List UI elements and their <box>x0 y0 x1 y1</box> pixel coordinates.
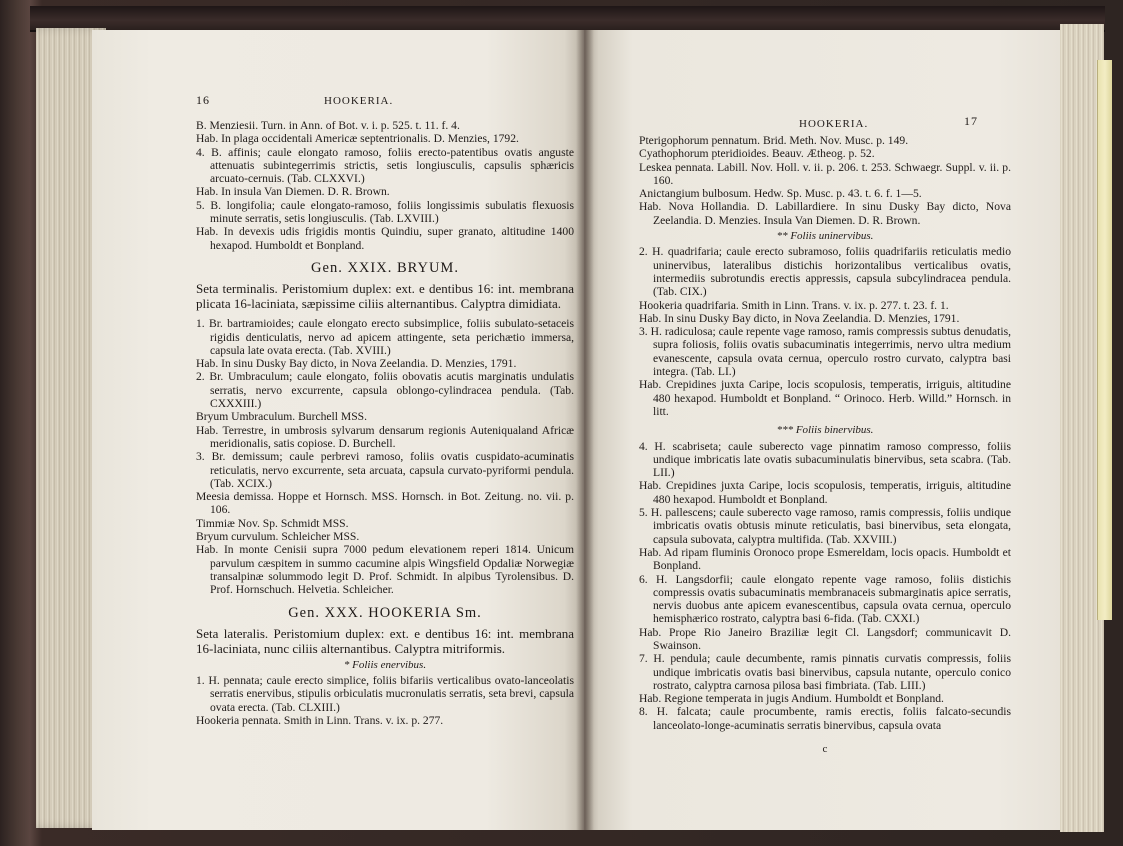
entry: 1. H. pennata; caule erecto simplice, foliis bifariis verticalibus ovato-lanceolatis serratis enervibus, stipulis orbiculatis mucronulatis serratis, seta brevi, capsula ovata erecta. (Tab. CLXIII.) <box>196 674 574 714</box>
habitat: Hab. In sinu Dusky Bay dicto, in Nova Zeelandia. D. Menzies, 1791. <box>639 311 960 325</box>
synonym: Timmiæ Nov. Sp. Schmidt MSS. <box>196 516 349 530</box>
genus-character: Seta lateralis. Peristomium duplex: ext. e dentibus 16: int. membrana 16-laciniata, nunc ciliis alternantibus. Calyptra mitriformis. <box>196 625 574 656</box>
section-heading: * Foliis enervibus. <box>343 658 427 671</box>
synonym: Leskea pennata. Labill. Nov. Holl. v. ii. p. 206. t. 253. Schwaegr. Suppl. v. ii. p. 160. <box>639 160 1011 187</box>
synonym: Bryum Umbraculum. Burchell MSS. <box>196 410 367 424</box>
genus-heading: Gen. XXX. HOOKERIA Sm. <box>288 604 482 621</box>
entry: 2. H. quadrifaria; caule erecto subramoso, foliis quadrifariis reticulatis medio uninervibus, lateralibus distichis horizontalibus verticalibus ovatis, intermediis subrotundis erectis appressis, capsula subcylindracea pendula. (Tab. CIX.) <box>639 245 1011 299</box>
page-number: 16 <box>196 93 210 107</box>
entry: 6. H. Langsdorfii; caule elongato repente vage ramoso, foliis distichis compressis ovatis subacuminatis membranaceis submarginatis apice serratis, nervis duobus ante apicem evanescentibus, capsula ovata cernua, operculo hemisphærico rostrato, calyptra basi 6-fida. (Tab. CXXI.) <box>639 572 1011 626</box>
entry: 5. H. pallescens; caule suberecto vage ramoso, ramis compressis, foliis undique imbricatis ovatis obtusis minute reticulatis, basi binervibus, seta elongata, capsula subovata, calyptra multifida. (Tab. XXVIII.) <box>639 506 1011 546</box>
entry: 3. Br. demissum; caule perbrevi ramoso, foliis ovatis cuspidato-acuminatis reticulatis, nervo excurrente, seta arcuata, capsula curvato-pyriformi pendula. (Tab. XCIX.) <box>196 450 574 490</box>
habitat: Hab. Regione temperata in jugis Andium. Humboldt et Bonpland. <box>639 692 944 706</box>
entry: 8. H. falcata; caule procumbente, ramis erectis, foliis falcato-secundis lanceolato-longe-acuminatis serratis binervibus, capsula ovata <box>639 705 1011 732</box>
right-page <box>584 30 1068 830</box>
habitat: Hab. In monte Cenisii supra 7000 pedum elevationem reperi 1814. Unicum parvulum cæspitem in summo cacumine alpis Wingsfield Opdaliæ Norwegiæ transalpinæ solummodo legit D. Prof. Schmidt. In alpibus Tyrolensibus. D. Prof. Hornschuch. Helvetia. Schleicher. <box>196 543 574 597</box>
synonym: Anictangium bulbosum. Hedw. Sp. Musc. p. 43. t. 6. f. 1—5. <box>639 187 922 201</box>
synonym: Cyathophorum pteridioides. Beauv. Ætheog. p. 52. <box>639 147 875 161</box>
left-page <box>92 30 584 830</box>
habitat: Hab. In sinu Dusky Bay dicto, in Nova Zeelandia. D. Menzies, 1791. <box>196 357 517 371</box>
synonym: Pterigophorum pennatum. Brid. Meth. Nov. Musc. p. 149. <box>639 134 909 147</box>
entry: 4. B. affinis; caule elongato ramoso, foliis erecto-patentibus ovatis anguste attenuatis subintegerrimis strictis, setis longiusculis, capsulis sphæricis arcuato-cernuis. (Tab. CLXXVI.) <box>196 145 574 186</box>
synonym: Meesia demissa. Hoppe et Hornsch. MSS. Hornsch. in Bot. Zeitung. no. vii. p. 106. <box>196 490 574 517</box>
section-heading: *** Foliis binervibus. <box>776 424 874 437</box>
entry: 1. Br. bartramioides; caule elongato erecto subsimplice, foliis subulato-setaceis rigidis denticulatis, nervo ad apicem attingente, seta perichætio immersa, capsula late ovata erecta. (Tab. XVIII.) <box>196 317 574 357</box>
entry: B. Menziesii. Turn. in Ann. of Bot. v. i. p. 525. t. 11. f. 4. <box>196 119 460 132</box>
left-text-block <box>196 119 574 727</box>
habitat: Hab. Prope Rio Janeiro Braziliæ legit Cl. Langsdorf; communicavit D. Swainson. <box>639 625 1011 652</box>
signature-mark: c <box>822 743 828 756</box>
habitat: Hab. In devexis udis frigidis montis Quindiu, super granato, altitudine 1400 hexapod. Humboldt et Bonpland. <box>196 225 574 252</box>
running-head: HOOKERIA. <box>324 95 394 107</box>
synonym: Hookeria pennata. Smith in Linn. Trans. v. ix. p. 277. <box>196 713 444 727</box>
entry: 7. H. pendula; caule decumbente, ramis pinnatis curvatis compressis, foliis undique imbricatis ovatis basi binervibus, capsula nutante, operculo conico rostrato, calyptra carnosa pilosa basi fimbriata. (Tab. LIII.) <box>639 652 1011 692</box>
book-gutter <box>576 30 594 830</box>
synonym: Hookeria quadrifaria. Smith in Linn. Trans. v. ix. p. 277. t. 23. f. 1. <box>639 298 949 312</box>
entry: 3. H. radiculosa; caule repente vage ramoso, ramis compressis subtus denudatis, supra foliosis, foliis ovatis subacuminatis integerrimis, nervo ultra medium evanescente, capsula ovata cernua, operculo rostro curvato, calyptra basi integra. (Tab. LI.) <box>639 325 1011 379</box>
habitat: Hab. Ad ripam fluminis Oronoco prope Esmereldam, locis opacis. Humboldt et Bonpland. <box>639 545 1011 573</box>
genus-character: Seta terminalis. Peristomium duplex: ext. e dentibus 16: int. membrana plicata 16-laciniata, sæpissime ciliis alternantibus. Calyptra dimidiata. <box>196 281 574 312</box>
habitat: Hab. Nova Hollandia. D. Labillardiere. In sinu Dusky Bay dicto, Nova Zeelandia. D. Menzies. Insula Van Diemen. D. R. Brown. <box>639 200 1011 227</box>
entry: 4. H. scabriseta; caule suberecto vage pinnatim ramoso compresso, foliis undique imbricatis late ovatis subacuminulatis binervibus, seta scabra. (Tab. LII.) <box>639 439 1011 480</box>
right-text-block <box>639 134 1011 767</box>
entry: 5. B. longifolia; caule elongato-ramoso, foliis longissimis subulatis flexuosis minute serratis, setis longiusculis. (Tab. LXVIII.) <box>196 198 574 226</box>
running-head: HOOKERIA. <box>799 118 869 130</box>
book-cover-top <box>30 6 1105 32</box>
genus-heading: Gen. XXIX. BRYUM. <box>311 259 459 276</box>
habitat: Hab. In insula Van Diemen. D. R. Brown. <box>196 185 390 199</box>
bookmark-slip <box>1097 60 1112 620</box>
entry: 2. Br. Umbraculum; caule elongato, foliis obovatis acutis marginatis undulatis serratis, nervo excurrente, capsula oblongo-cylindracea pendula. (Tab. CXXXIII.) <box>196 370 574 411</box>
habitat: Hab. Crepidines juxta Caripe, locis scopulosis, temperatis, irriguis, altitudine 480 hexapod. Humboldt et Bonpland. “ Orinoco. Herb. Willd.” Hornsch. in litt. <box>639 378 1011 418</box>
page-number: 17 <box>964 114 978 128</box>
habitat: Hab. Crepidines juxta Caripe, locis scopulosis, temperatis, irriguis, altitudine 480 hexapod. Humboldt et Bonpland. <box>639 479 1011 506</box>
section-heading: ** Foliis uninervibus. <box>776 230 874 243</box>
habitat: Hab. Terrestre, in umbrosis sylvarum densarum regionis Auteniqualand Africæ meridionalis, satis copiose. D. Burchell. <box>196 423 574 450</box>
habitat: Hab. In plaga occidentali Americæ septentrionalis. D. Menzies, 1792. <box>196 132 519 146</box>
synonym: Bryum curvulum. Schleicher MSS. <box>196 530 360 544</box>
